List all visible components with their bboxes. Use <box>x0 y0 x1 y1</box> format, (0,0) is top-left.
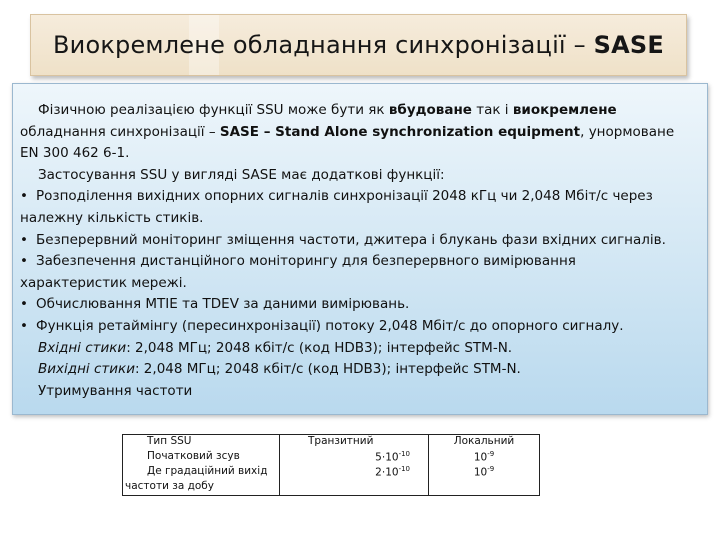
bullet-item <box>20 251 710 273</box>
row-label-offset: Початковий зсув <box>147 450 240 462</box>
intro-bold-1: вбудоване <box>388 102 472 118</box>
intro-bold-3: SASE – Stand Alone synchronization equipment <box>219 123 581 140</box>
table-row <box>123 480 540 496</box>
standard-ref: EN 300 462 6-1. <box>20 145 130 162</box>
value-base: 2·10 <box>375 466 399 479</box>
local-offset-value <box>429 450 540 465</box>
intro-text-1: Фізичною реалізацією функції SSU може бути як <box>38 102 389 118</box>
row-label-degradation: Де градаційний вихід <box>147 465 268 477</box>
ssu-table <box>122 434 540 496</box>
title-bold: SASE <box>593 31 665 59</box>
outputs-label: Вихідні стики <box>38 361 135 378</box>
bullet-marker: • <box>20 296 28 313</box>
header-transit: Транзитний <box>280 435 429 451</box>
local-degradation-value <box>429 465 540 480</box>
table-cell-empty <box>429 480 540 496</box>
bullet-text-cont: належну кількість стиків. <box>20 209 204 226</box>
outputs-text: : 2,048 МГц; 2048 кбіт/с (код HDB3); інтерфейс STM-N. <box>134 361 521 378</box>
bullet-item <box>20 230 710 252</box>
value-exp: -9 <box>487 450 495 458</box>
bullet-marker: • <box>20 317 28 334</box>
value-base: 10 <box>473 451 488 464</box>
table-cell <box>123 465 280 480</box>
header-type: Тип SSU <box>147 435 192 447</box>
inputs-line <box>20 338 710 360</box>
intro-text-2: так і <box>471 102 513 118</box>
value-exp: -9 <box>487 465 495 473</box>
transit-degradation-value <box>280 465 429 480</box>
title-banner <box>30 14 687 76</box>
table-row <box>123 450 540 465</box>
bullet-text-cont: характеристик мережі. <box>20 274 187 291</box>
intro-text-3: обладнання синхронізації – <box>20 123 220 140</box>
table-cell <box>123 450 280 465</box>
slide-body <box>20 100 710 402</box>
bullet-text: Безперервний моніторинг зміщення частоти, джитера і блукань фази вхідних сигналів. <box>36 231 666 248</box>
bullet-text: Функція ретаймінгу (пересинхронізації) потоку 2,048 Мбіт/с до опорного сигналу. <box>36 317 624 334</box>
inputs-text: : 2,048 МГц; 2048 кбіт/с (код HDB3); інтерфейс STM-N. <box>126 339 513 356</box>
value-base: 5·10 <box>375 451 399 464</box>
transit-offset-value <box>280 450 429 465</box>
bullet-item <box>20 316 710 338</box>
intro-bold-2: виокремлене <box>512 102 617 118</box>
table-row <box>123 435 540 451</box>
page-title <box>53 31 664 59</box>
bullet-item <box>20 186 710 208</box>
table-cell <box>123 435 280 451</box>
bullet-text: Забезпечення дистанційного моніторингу для безперервного вимірювання <box>36 253 576 270</box>
holdover-line: Утримування частоти <box>38 382 193 399</box>
paragraph-functions: Застосування SSU у вигляді SASE має додаткові функції: <box>38 166 445 183</box>
title-normal: Виокремлене обладнання синхронізації – <box>52 31 594 59</box>
bullet-marker: • <box>20 188 28 205</box>
table-row <box>123 465 540 480</box>
bullet-text: Розподілення вихідних опорних сигналів синхронізації 2048 кГц чи 2,048 Мбіт/с через <box>36 188 653 205</box>
table-cell-empty <box>280 480 429 496</box>
bullet-text: Обчислювання MTIE та TDEV за даними вимірювань. <box>36 296 410 313</box>
intro-text-4: , унормоване <box>580 123 675 140</box>
paragraph-intro-cont <box>20 122 710 144</box>
inputs-label: Вхідні стики <box>38 339 127 356</box>
paragraph-intro <box>20 100 710 122</box>
bullet-marker: • <box>20 231 28 248</box>
outputs-line <box>20 359 710 381</box>
value-exp: -10 <box>398 465 410 473</box>
value-exp: -10 <box>398 450 410 458</box>
bullet-item <box>20 294 710 316</box>
header-local: Локальний <box>429 435 540 451</box>
row-label-degradation-cont: частоти за добу <box>123 480 280 496</box>
bullet-marker: • <box>20 253 28 270</box>
value-base: 10 <box>473 466 488 479</box>
